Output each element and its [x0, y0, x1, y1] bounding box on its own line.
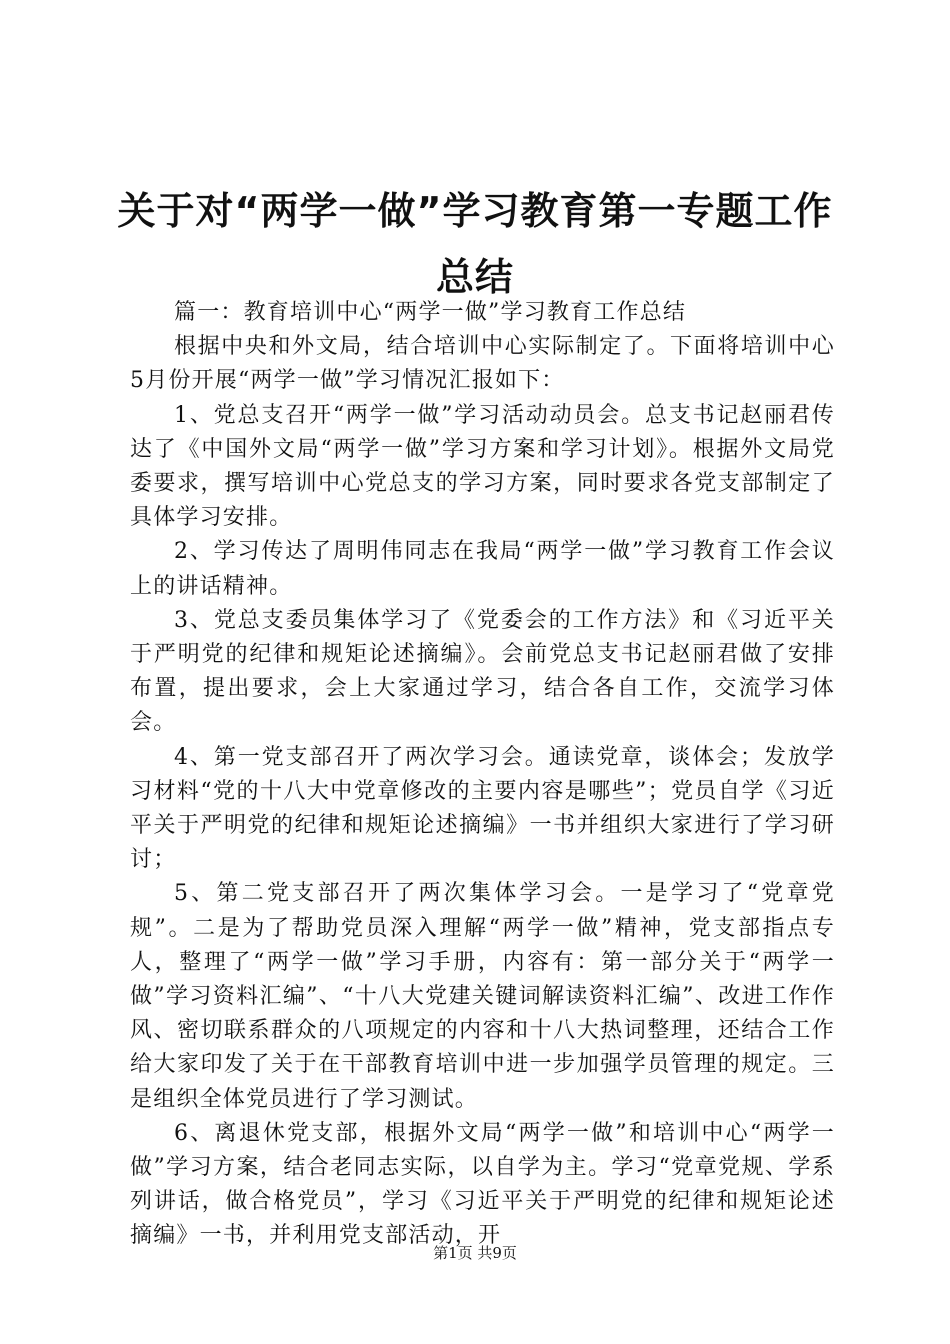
paragraph-item-1: 1、党总支召开“两学一做”学习活动动员会。总支书记赵丽君传达了《中国外文局“两学一做”学习方案和学习计划》。根据外文局党委要求，撰写培训中心党总支的学习方案，同时要求各党支部制定了具体学习安排。 — [130, 402, 835, 531]
paragraph-subtitle: 篇一：教育培训中心“两学一做”学习教育工作总结 — [174, 300, 687, 325]
paragraph-item-2: 2、学习传达了周明伟同志在我局“两学一做”学习教育工作会议上的讲话精神。 — [130, 539, 835, 599]
paragraph-item-3: 3、党总支委员集体学习了《党委会的工作方法》和《习近平关于严明党的纪律和规矩论述摘编》。会前党总支书记赵丽君做了安排布置，提出要求，会上大家通过学习，结合各自工作，交流学习体会。 — [130, 607, 835, 736]
paragraph-item-4: 4、第一党支部召开了两次学习会。通读党章，谈体会；发放学习材料“党的十八大中党章修改的主要内容是哪些”；党员自学《习近平关于严明党的纪律和规矩论述摘编》一书并组织大家进行了学习研讨； — [130, 744, 835, 873]
page-number-footer: 第1页 共9页 — [433, 1244, 517, 1262]
paragraph-item-5: 5、第二党支部召开了两次集体学习会。一是学习了“党章党规”。二是为了帮助党员深入理解“两学一做”精神，党支部指点专人，整理了“两学一做”学习手册，内容有：第一部分关于“两学一做”学习资料汇编”、“十八大党建关键词解读资料汇编”、改进工作作风、密切联系群众的八项规定的内容和十八大热词整理，还结合工作给大家印发了关于在干部教育培训中进一步加强学员管理的规定。三是组织全体党员进行了学习测试。 — [130, 881, 835, 1112]
document-title: 关于对“两学一做”学习教育第一专题工作总结 — [117, 189, 833, 299]
document-body — [130, 296, 835, 1254]
paragraph-item-6: 6、离退休党支部，根据外文局“两学一做”和培训中心“两学一做”学习方案，结合老同志实际，以自学为主。学习“党章党规、学系列讲话，做合格党员”，学习《习近平关于严明党的纪律和规矩论述摘编》一书，并利用党支部活动，开 — [130, 1120, 835, 1249]
paragraph-intro: 根据中央和外文局，结合培训中心实际制定了。下面将培训中心5月份开展“两学一做”学习情况汇报如下： — [130, 334, 835, 394]
